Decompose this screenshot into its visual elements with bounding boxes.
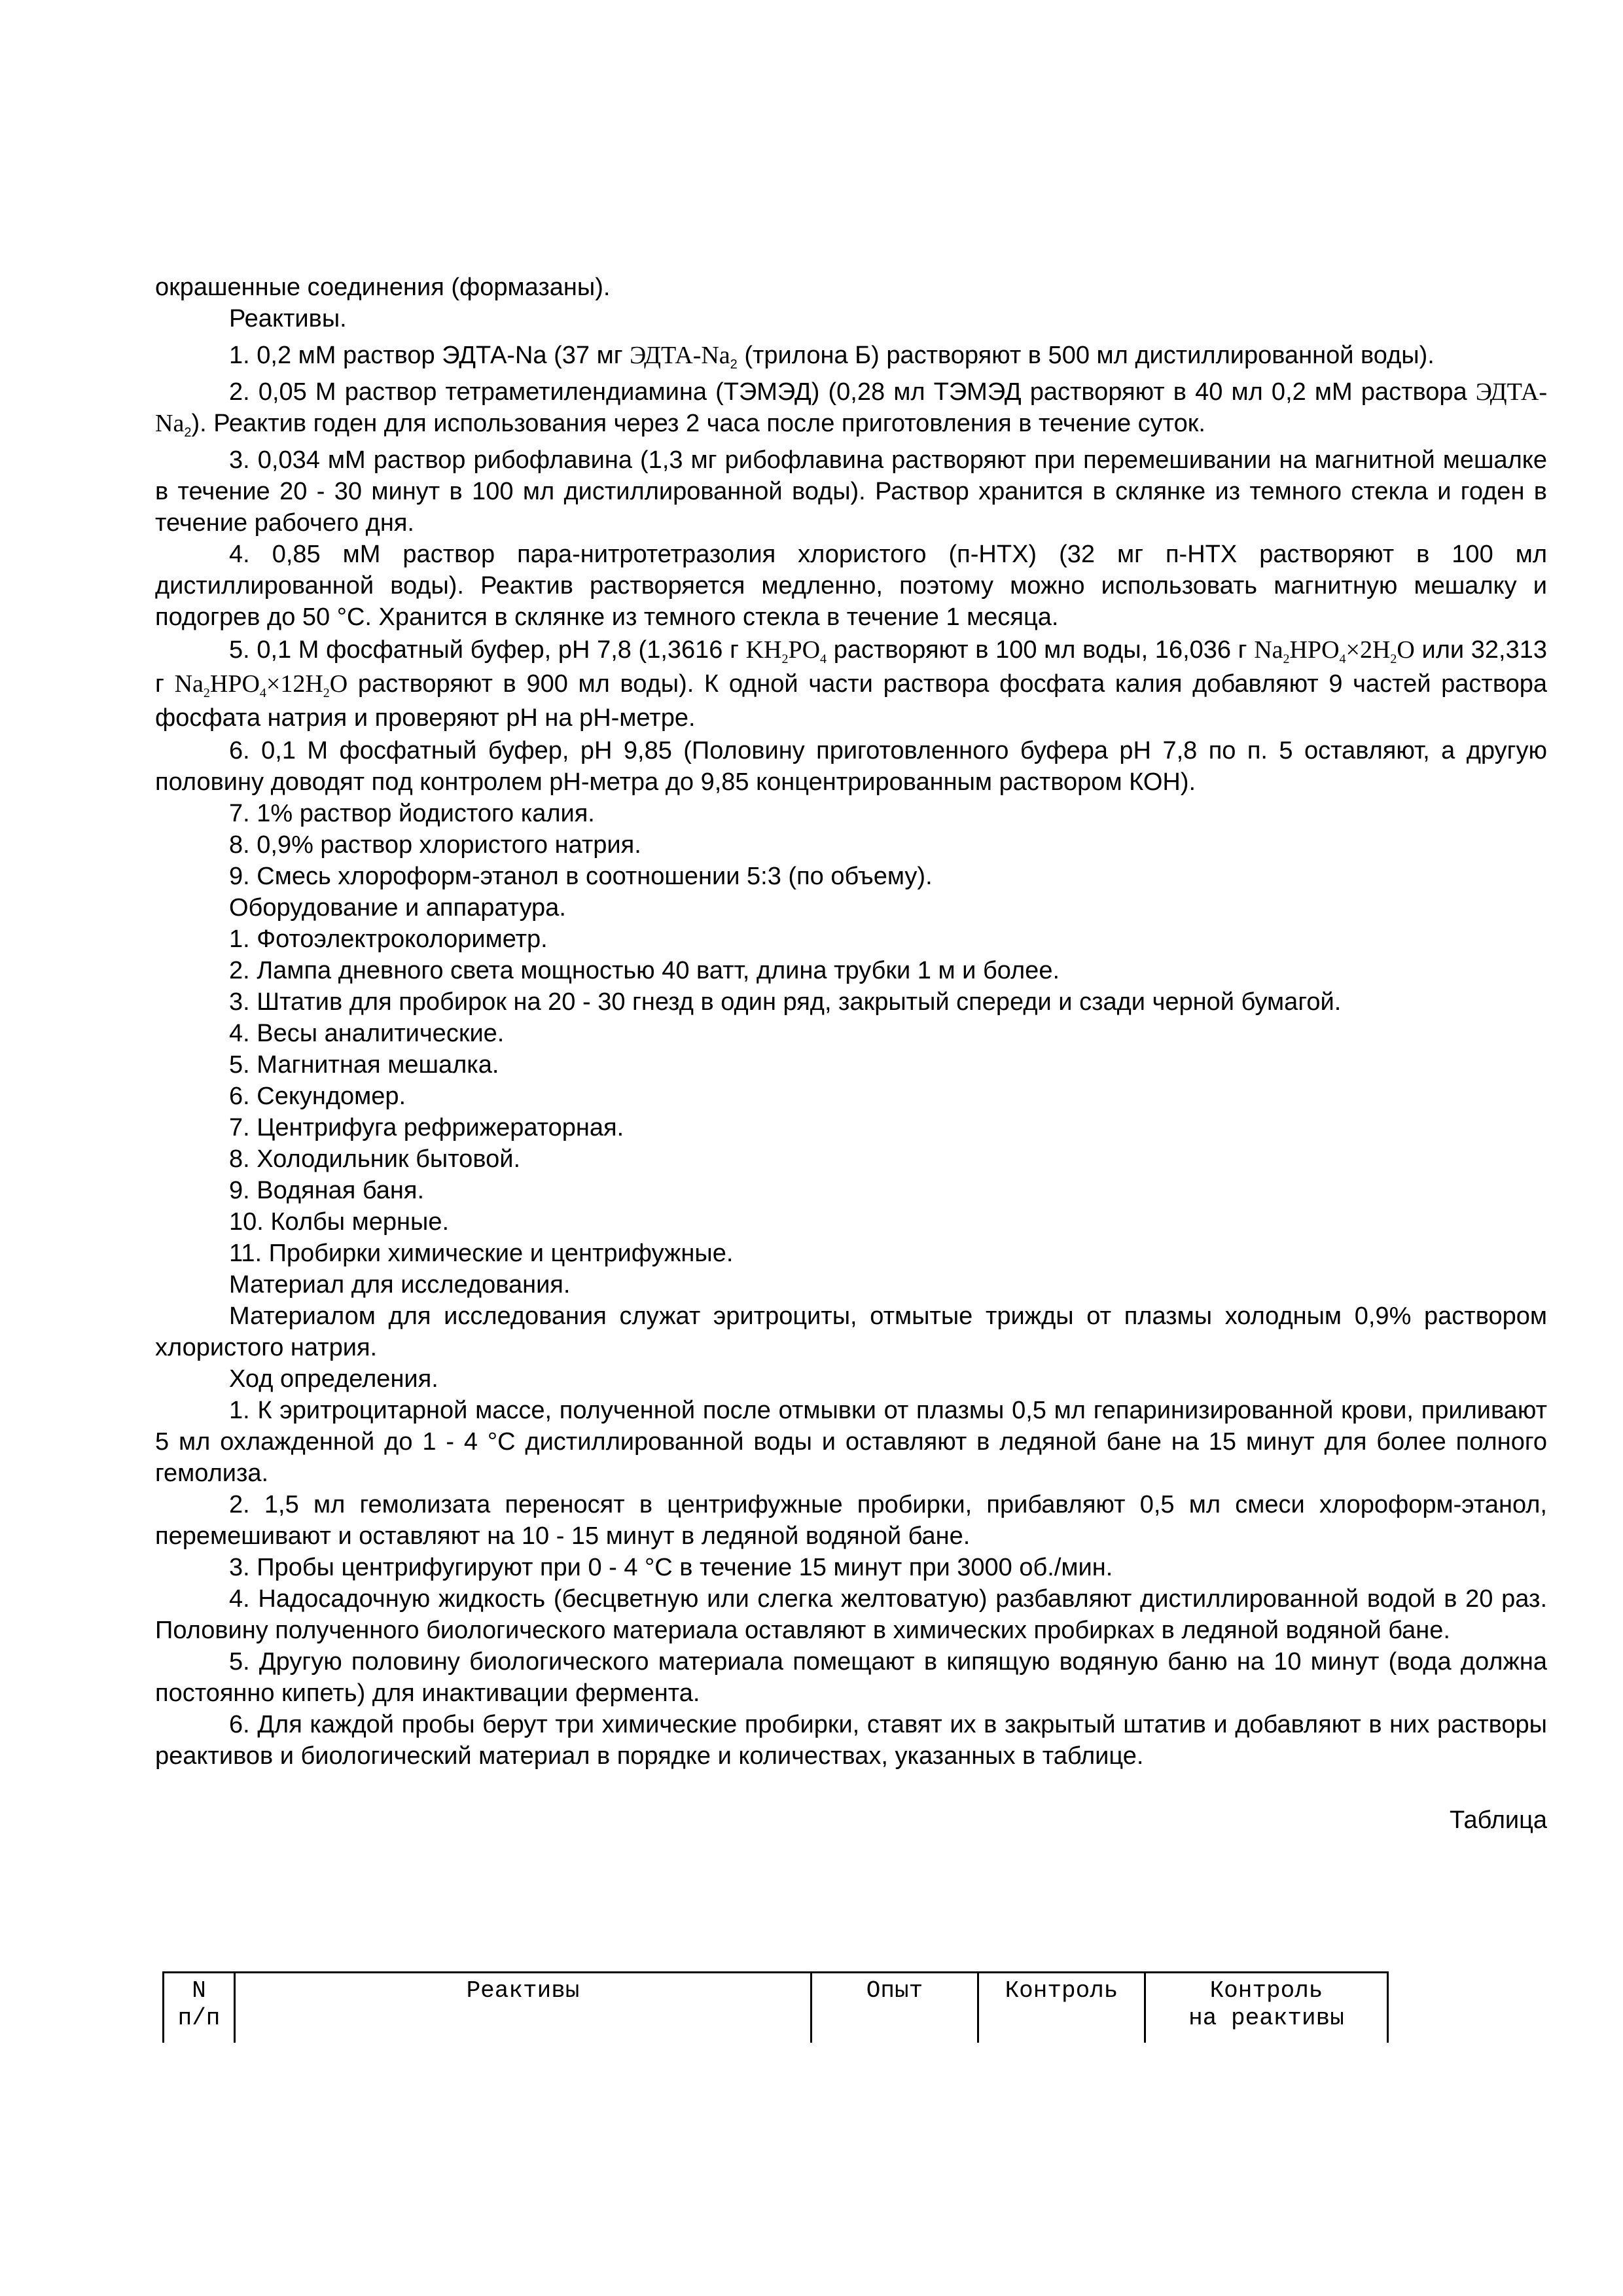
procedure-step: 6. Для каждой пробы берут три химические пробирки, ставят их в закрытый штатив и добавляют в них растворы реактивов и биологический материал в порядке и количествах, указанных в таблице.: [155, 1711, 1547, 1770]
header-control: Контроль: [978, 1973, 1145, 2043]
equipment-item: 5. Магнитная мешалка.: [229, 1051, 499, 1079]
material-text: Материалом для исследования служат эритроциты, отмытые трижды от плазмы холодным 0,9% раствором хлористого натрия.: [155, 1302, 1547, 1361]
reagent-8: 8. 0,9% раствор хлористого натрия.: [229, 831, 641, 859]
procedure-step: 1. К эритроцитарной массе, полученной после отмывки от плазмы 0,5 мл гепаринизированной крови, приливают 5 мл охлажденной до 1 - 4 °С дистиллированной воды и оставляют в ледяной бане на 15 минут для более полного гемолиза.: [155, 1397, 1547, 1487]
equipment-item: 3. Штатив для пробирок на 20 - 30 гнезд в один ряд, закрытый спереди и сзади черной бумагой.: [229, 988, 1342, 1016]
equipment-item: 11. Пробирки химические и центрифужные.: [229, 1240, 734, 1267]
table-header-row: [164, 1973, 1388, 2043]
procedure-step: 3. Пробы центрифугируют при 0 - 4 °С в течение 15 минут при 3000 об./мин.: [229, 1554, 1113, 1581]
procedure-heading: Ход определения.: [229, 1365, 438, 1393]
reagent-5: 5. 0,1 М фосфатный буфер, рН 7,8 (1,3616 г $KH_2PO_4$ растворяют в 100 мл воды, 16,036 г $Na_2HPO_4\times 2H_2O$ или 32,313 г $Na_2HPO_4\times 12H_2O$ растворяют в 900 мл воды). К одной части раствора фосфата калия добавляют 9 частей раствора фосфата натрия и проверяют рН на рН-метре.: [155, 636, 1547, 732]
procedure-step: 2. 1,5 мл гемолизата переносят в центрифужные пробирки, прибавляют 0,5 мл смеси хлороформ-этанол, перемешивают и оставляют на 10 - 15 минут в ледяной водяной бане.: [155, 1491, 1547, 1550]
equipment-item: 6. Секундомер.: [229, 1083, 406, 1110]
reagent-2: 2. 0,05 М раствор тетраметилендиамина (ТЭМЭД) (0,28 мл ТЭМЭД растворяют в 40 мл 0,2 мМ раствора ЭДТА-$Na_2$). Реактив годен для использования через 2 часа после приготовления в течение суток.: [155, 378, 1547, 440]
reagents-heading: Реактивы.: [229, 305, 347, 332]
reagent-4: 4. 0,85 мМ раствор пара-нитротетразолия хлористого (п-НТХ) (32 мг п-НТХ растворяют в 100 мл дистиллированной воды). Реактив растворяется медленно, поэтому можно использовать магнитную мешалку и подогрев до 50 °С. Хранится в склянке из темного стекла в течение 1 месяца.: [155, 541, 1547, 631]
header-control-reagents: Контроль на реактивы: [1145, 1973, 1388, 2043]
reagent-9: 9. Смесь хлороформ-этанол в соотношении 5:3 (по объему).: [229, 863, 933, 890]
equipment-item: 8. Холодильник бытовой.: [229, 1145, 520, 1173]
table-caption: Таблица: [1450, 1806, 1547, 1834]
equipment-item: 9. Водяная баня.: [229, 1177, 425, 1204]
equipment-item: 7. Центрифуга рефрижераторная.: [229, 1114, 624, 1141]
reagents-table: [162, 1971, 1389, 2043]
equipment-item: 10. Колбы мерные.: [229, 1208, 450, 1236]
equipment-item: 1. Фотоэлектроколориметр.: [229, 925, 548, 953]
procedure-step: 5. Другую половину биологического материала помещают в кипящую водяную баню на 10 минут (вода должна постоянно кипеть) для инактивации фермента.: [155, 1648, 1547, 1707]
procedure-step: 4. Надосадочную жидкость (бесцветную или слегка желтоватую) разбавляют дистиллированной водой в 20 раз. Половину полученного биологического материала оставляют в химических пробирках в ледяной водяной бане.: [155, 1585, 1547, 1644]
reagent-6: 6. 0,1 М фосфатный буфер, рН 9,85 (Половину приготовленного буфера рН 7,8 по п. 5 оставляют, а другую половину доводят под контролем рН-метра до 9,85 концентрированным раствором КОН).: [155, 737, 1547, 796]
equipment-item: 2. Лампа дневного света мощностью 40 ватт, длина трубки 1 м и более.: [229, 957, 1060, 984]
reagent-3: 3. 0,034 мМ раствор рибофлавина (1,3 мг рибофлавина растворяют при перемешивании на магнитной мешалке в течение 20 - 30 минут в 100 мл дистиллированной воды). Раствор хранится в склянке из темного стекла и годен в течение рабочего дня.: [155, 446, 1547, 537]
header-num: N п/п: [164, 1973, 235, 2043]
equipment-heading: Оборудование и аппаратура.: [229, 894, 566, 922]
material-heading: Материал для исследования.: [229, 1271, 571, 1299]
reagent-7: 7. 1% раствор йодистого калия.: [229, 800, 595, 827]
intro-line: окрашенные соединения (формазаны).: [155, 274, 611, 301]
reagent-1: 1. 0,2 мМ раствор ЭДТА-Na (37 мг ЭДТА-$Na_2$ (трилона Б) растворяют в 500 мл дистиллированной воды).: [229, 342, 1435, 372]
document-body: [155, 272, 1547, 1836]
header-reagents: Реактивы: [235, 1973, 812, 2043]
equipment-item: 4. Весы аналитические.: [229, 1020, 505, 1047]
header-experiment: Опыт: [812, 1973, 978, 2043]
